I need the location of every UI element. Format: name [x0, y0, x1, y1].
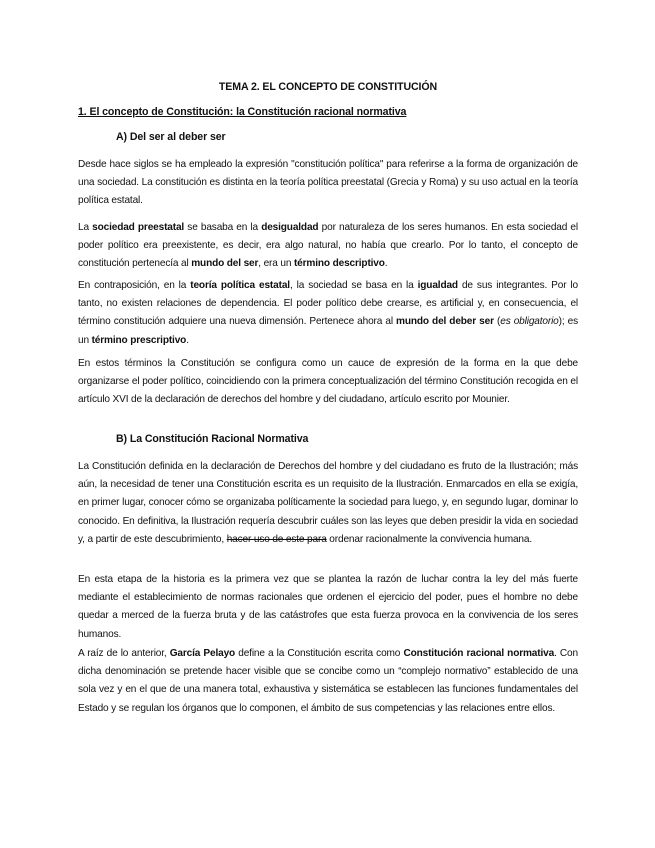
italic-term: es obligatorio [500, 316, 559, 328]
bold-term: teoría política estatal [190, 280, 290, 291]
text-run: La Constitución definida en la declaración de Derechos del hombre y del ciudadano es fruto de la Ilustración; más aún, la necesidad de tener una Constitución escrita es un requisito de la Ilustración. Enmarcados en ella se exigía, en primer lugar, conocer cómo se organizaba políticamente la sociedad para luego, y, en segundo lugar, dominar lo conocido. En definitiva, la Ilustración requería descubrir cuáles son las leyes que deben presidir la vida en sociedad y, a partir de este descubrimiento, [78, 461, 578, 545]
text-run: En contraposición, en la [78, 280, 191, 291]
text-run: de sus integrantes. Por lo tanto, no existen relaciones de dependencia. El poder político debe crearse, es artificial y, en consecuencia, el término constitución adquiere una nueva dimensión. Pertenece ahora al [78, 280, 578, 328]
text-run: por naturaleza de los seres humanos. En esta sociedad el poder político era preexistente, es decir, era algo natural, no había que crearlo. Por lo tanto, el concepto de constitución pertenecía al [78, 222, 578, 270]
bold-term: término descriptivo [293, 258, 385, 270]
text-run: , era un [258, 258, 294, 270]
text-run: define a la Constitución escrita como [235, 648, 404, 659]
bold-term: desigualdad [261, 222, 319, 233]
text-run: . [186, 334, 189, 346]
bold-term: término prescriptivo [91, 334, 187, 346]
section-heading-1: 1. El concepto de Constitución: la Constitución racional normativa [78, 106, 407, 118]
paragraph-1: Desde hace siglos se ha empleado la expresión "constitución política" para referirse a la forma de organización de una sociedad. La constitución es distinta en la teoría política preestatal (Grecia y Roma) y su uso actual en la teoría política estatal. [78, 159, 578, 207]
strikethrough-text: hacer uso de este para [226, 533, 327, 545]
text-run: . [384, 258, 388, 270]
text-run: , la sociedad se basa en la [289, 280, 418, 291]
bold-term: igualdad [417, 280, 458, 291]
text-run: A raíz de lo anterior, [78, 648, 170, 659]
text-run: . Con dicha denominación se pretende hacer visible que se concibe como un “complejo normativo” establecido de una sola vez y en el que de una manera total, exhaustiva y sistemática se establecen las funciones fundamentales del Estado y se regulan los órganos que lo componen, el ámbito de sus competencias y las relaciones entre ellos. [78, 648, 578, 714]
paragraph-5 [78, 458, 578, 549]
subheading-a: A) Del ser al deber ser [116, 131, 226, 143]
bold-term: mundo del ser [191, 258, 259, 270]
text-run: se basaba en la [184, 222, 262, 233]
bold-term: mundo del deber ser [396, 316, 494, 328]
paragraph-3 [78, 277, 578, 350]
paragraph-2 [78, 219, 578, 274]
bold-term: sociedad preestatal [92, 222, 185, 233]
page-title: TEMA 2. EL CONCEPTO DE CONSTITUCIÓN [218, 81, 438, 93]
text-run: La [78, 222, 93, 233]
subheading-b: B) La Constitución Racional Normativa [116, 433, 309, 445]
bold-term: Constitución racional normativa [403, 648, 555, 659]
paragraph-4: En estos términos la Constitución se configura como un cauce de expresión de la forma en la que debe organizarse el poder político, coincidiendo con la primera conceptualización del término Constitución recogida en el artículo XVI de la declaración de derechos del hombre y del ciudadano, artículo escrito por Mounier. [78, 358, 578, 406]
text-run: ( [493, 316, 501, 328]
text-run: ordenar racionalmente la convivencia humana. [326, 533, 532, 545]
paragraph-7 [78, 645, 578, 718]
paragraph-6: En esta etapa de la historia es la primera vez que se plantea la razón de luchar contra la ley del más fuerte mediante el establecimiento de normas racionales que ordenen el ejercicio del poder, pues el hombre no debe quedar a merced de la fuerza bruta y de las catástrofes que esta fuerza provoca en la convivencia de los seres humanos. [78, 574, 578, 640]
text-run: ); es un [78, 316, 579, 346]
bold-term: García Pelayo [169, 648, 236, 659]
